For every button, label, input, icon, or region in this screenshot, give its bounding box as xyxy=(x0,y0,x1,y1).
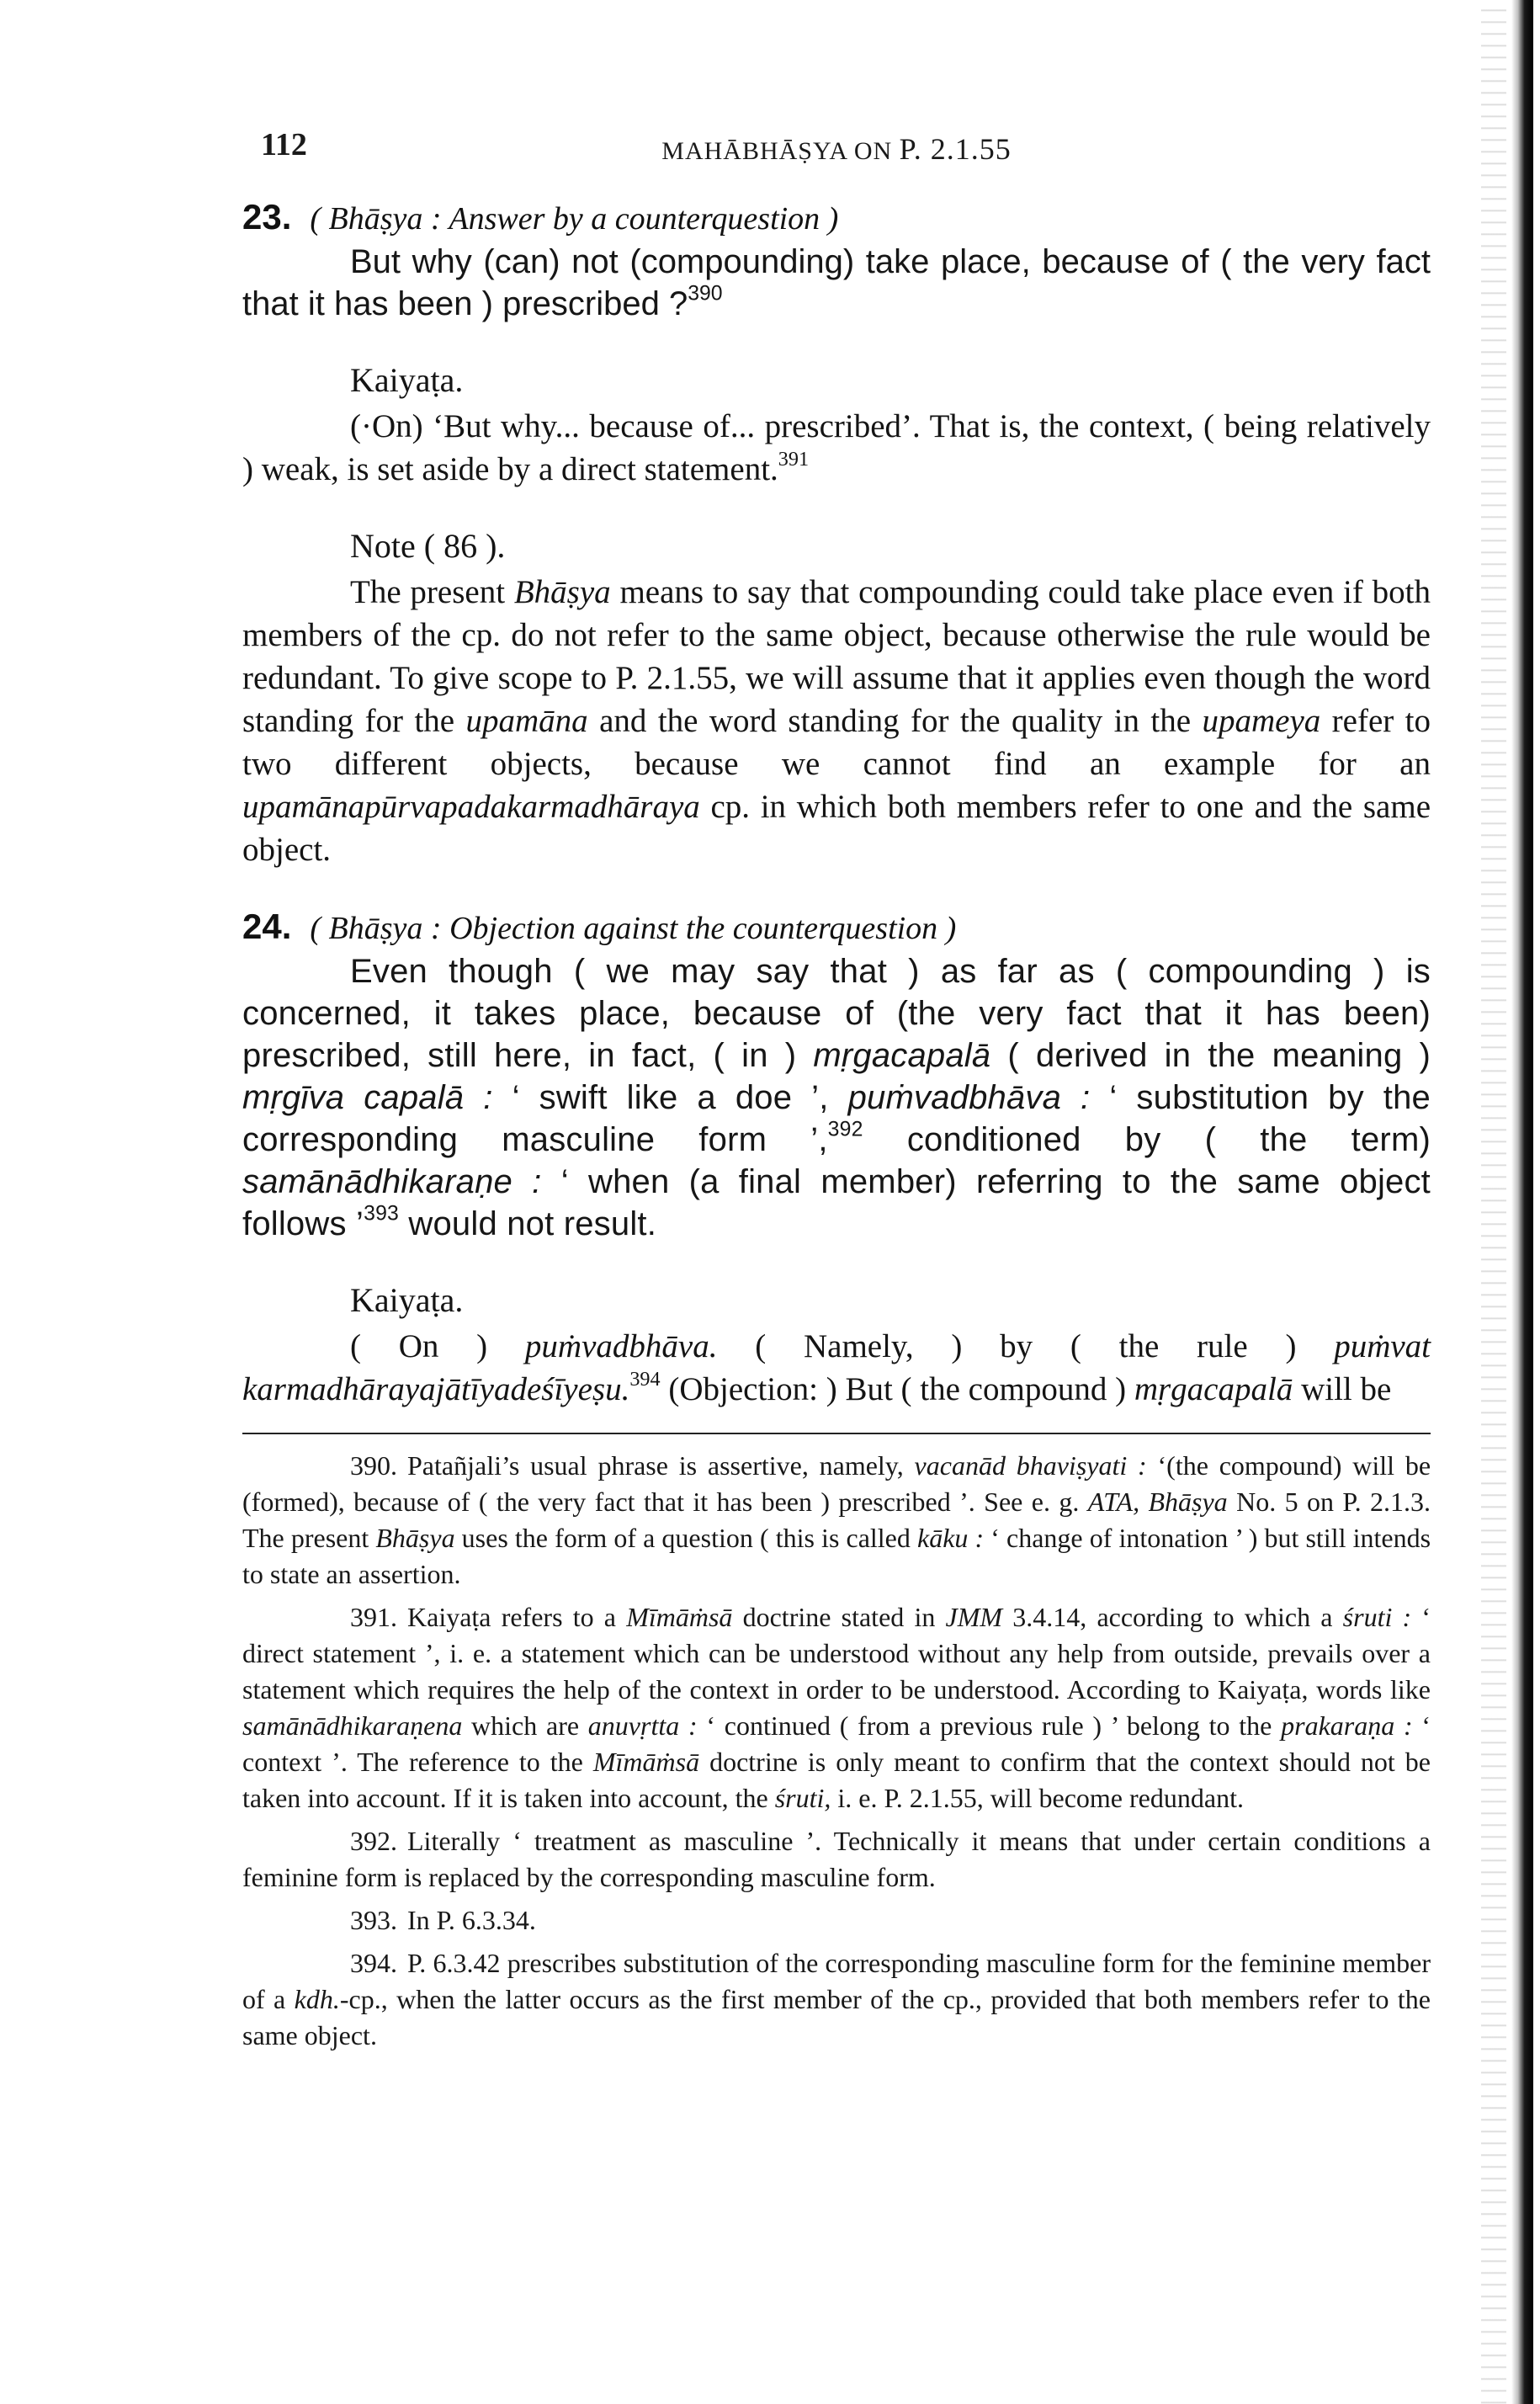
note-text: refer to two different objects, because we cannot find an example for an xyxy=(242,703,1431,782)
running-title-ref: P. 2.1.55 xyxy=(899,132,1012,166)
footnote-392 xyxy=(242,1823,1431,1896)
footnote-number: 391. xyxy=(350,1602,397,1632)
kaiyata-commentary xyxy=(242,405,1431,491)
sanskrit-term: mṛgacapalā xyxy=(813,1037,991,1074)
footnote-term: śruti, xyxy=(774,1783,831,1813)
commentary-text: will be xyxy=(1293,1371,1392,1407)
footnote-term: Mīmāṁsā xyxy=(626,1602,733,1632)
bhasya-sentence: ‘ swift like a doe ’, xyxy=(492,1079,848,1116)
footnote-text: P. 6.3.42 prescribes substitution of the corresponding masculine form for the feminine member of a xyxy=(242,1948,1431,2014)
section-number: 23. xyxy=(242,197,292,237)
footnote-text: ‘ change of intonation ’ ) but still intends to state an assertion. xyxy=(242,1523,1431,1589)
footnote-text: Patañjali’s usual phrase is assertive, namely, xyxy=(407,1450,915,1481)
sanskrit-term: puṁvat karmadhārayajātīyadeśīyeṣu. xyxy=(242,1328,1431,1407)
footnote-ref: 394 xyxy=(629,1368,661,1391)
footnote-ref: 393 xyxy=(364,1202,400,1226)
bhasya-sentence: ( derived in the meaning ) xyxy=(990,1037,1431,1074)
bhasya-sentence: ‘ when (a final member) referring to the same object follows ’ xyxy=(242,1163,1431,1242)
kaiyata-commentary xyxy=(242,1325,1431,1411)
footnote-term: śruti : xyxy=(1342,1602,1412,1632)
footnote-394 xyxy=(242,1945,1431,2054)
footnote-text: ‘ context ’. The reference to the xyxy=(242,1710,1431,1777)
note-label: Note ( 86 ). xyxy=(350,527,506,565)
footnote-number: 394. xyxy=(350,1948,397,1978)
edge-speckle xyxy=(1481,0,1506,2404)
footnotes xyxy=(242,1448,1431,2054)
footnote-ref: 392 xyxy=(827,1118,863,1141)
running-title-text: MAHĀBHĀṢYA ON xyxy=(661,137,893,165)
note-term: upameya xyxy=(1202,703,1321,739)
sanskrit-term: mṛgacapalā xyxy=(1134,1371,1293,1407)
sanskrit-term: puṁvadbhāva : xyxy=(847,1079,1091,1116)
footnote-text: ‘(the compound) will be (formed), because of ( the very fact that it has been ) prescribed ’. See e. g. xyxy=(242,1450,1431,1517)
footnote-term: ATA, Bhāṣya xyxy=(1087,1487,1228,1517)
footnote-term: samānādhikaraṇena xyxy=(242,1710,463,1741)
footnote-term: JMM xyxy=(945,1602,1003,1632)
footnote-text: Literally ‘ treatment as masculine ’. Technically it means that under certain conditions a feminine form is replaced by the corresponding masculine form. xyxy=(242,1826,1431,1892)
bhasya-sentence: Even though ( we may say that ) as far as ( compounding ) is concerned, it takes place, because of (the very fact that it has been) prescribed, still here, in fact, ( in ) xyxy=(242,953,1431,1074)
footnote-number: 393. xyxy=(350,1905,397,1935)
footnote-393 xyxy=(242,1902,1431,1939)
sanskrit-term: samānādhikaraṇe : xyxy=(242,1163,542,1200)
commentary-text: (Objection: ) But ( the compound ) xyxy=(660,1371,1134,1407)
footnote-text: i. e. P. 2.1.55, will become redundant. xyxy=(831,1783,1244,1813)
edge-dark-band xyxy=(1511,0,1533,2404)
footnote-text: -cp., when the latter occurs as the first member of the cp., provided that both members refer to the same object. xyxy=(242,1984,1431,2050)
note-text: cp. in which both members refer to one and the same object. xyxy=(242,789,1431,868)
footnote-text: ‘ continued ( from a previous rule ) ’ belong to the xyxy=(697,1710,1282,1741)
footnote-391 xyxy=(242,1599,1431,1816)
footnote-390 xyxy=(242,1448,1431,1593)
footnote-term: Mīmāṁsā xyxy=(592,1747,700,1777)
section-number: 24. xyxy=(242,907,292,946)
page-content xyxy=(242,126,1431,2061)
footnote-text: doctrine is only meant to confirm that the context should not be taken into account. If it is taken into account, the xyxy=(242,1747,1431,1813)
note-text: The present xyxy=(350,574,514,610)
section-title: ( Bhāṣya : Objection against the counterquestion ) xyxy=(310,911,957,946)
footnote-text: which are xyxy=(462,1710,588,1741)
footnote-text: 3.4.14, according to which a xyxy=(1002,1602,1343,1632)
running-title xyxy=(242,131,1431,167)
section-title: ( Bhāṣya : Answer by a counterquestion ) xyxy=(310,201,839,237)
footnote-term: prakaraṇa : xyxy=(1281,1710,1413,1741)
kaiyata-label: Kaiyaṭa. xyxy=(350,361,464,399)
section-24-heading xyxy=(242,907,1431,947)
note-term: upamānapūrvapadakarmadhāraya xyxy=(242,789,700,825)
footnote-term: kdh. xyxy=(294,1984,340,2014)
footnote-number: 390. xyxy=(350,1450,397,1481)
note-term: Bhāṣya xyxy=(513,574,611,610)
footnote-ref: 390 xyxy=(688,282,723,306)
commentary-text: (·On) ‘But why... because of... prescribed’. That is, the context, ( being relatively ) weak, is set aside by a direct statement. xyxy=(242,408,1431,487)
footnote-ref: 391 xyxy=(778,448,810,471)
note-text: means to say that compounding could take place even if both members of the cp. do not refer to the same object, because otherwise the rule would be redundant. To give scope to P. 2.1.55, we will assume that it applies even though the word standing for the xyxy=(242,574,1431,739)
bhasya-sentence: But why (can) not (compounding) take place, because of ( the very fact that it has been ) prescribed ? xyxy=(242,243,1431,322)
sanskrit-term: mṛgīva capalā : xyxy=(242,1079,493,1116)
footnote-term: Bhāṣya xyxy=(375,1523,455,1553)
note-paragraph xyxy=(242,571,1431,871)
page-edge-shadow xyxy=(1481,0,1540,2404)
footnote-term: vacanād bhaviṣyati : xyxy=(914,1450,1147,1481)
section-23-heading xyxy=(242,197,1431,237)
note-term: upamāna xyxy=(465,703,588,739)
footnote-text: doctrine stated in xyxy=(732,1602,946,1632)
footnote-text: uses the form of a question ( this is called xyxy=(454,1523,917,1553)
footnote-text: ‘ direct statement ’, i. e. a statement which can be understood without any help from outside, prevails over a statement which requires the help of the context in order to be understood. According to Kaiyaṭa, words like xyxy=(242,1602,1431,1705)
footnote-number: 392. xyxy=(350,1826,397,1856)
running-header xyxy=(242,126,1431,178)
page-number: 112 xyxy=(261,127,307,162)
commentary-text: ( Namely, ) by ( the rule ) xyxy=(717,1328,1335,1364)
commentary-text: ( On ) xyxy=(350,1328,525,1364)
note-text: and the word standing for the quality in the xyxy=(587,703,1203,739)
footnote-text: No. 5 on P. 2.1.3. The present xyxy=(242,1487,1431,1553)
kaiyata-label: Kaiyaṭa. xyxy=(350,1281,464,1319)
bhasya-text xyxy=(242,950,1431,1245)
bhasya-sentence: would not result. xyxy=(399,1205,657,1242)
footnote-text: Kaiyaṭa refers to a xyxy=(407,1602,627,1632)
footnote-divider xyxy=(242,1433,1431,1434)
bhasya-sentence: conditioned by ( the term) xyxy=(863,1121,1431,1158)
sanskrit-term: puṁvadbhāva. xyxy=(524,1328,718,1364)
bhasya-sentence: ‘ substitution by the corresponding masculine form ’, xyxy=(242,1079,1431,1158)
footnote-text: In P. 6.3.34. xyxy=(407,1905,536,1935)
footnote-term: kāku : xyxy=(916,1523,985,1553)
footnote-term: anuvṛtta : xyxy=(587,1710,698,1741)
bhasya-text xyxy=(242,241,1431,325)
